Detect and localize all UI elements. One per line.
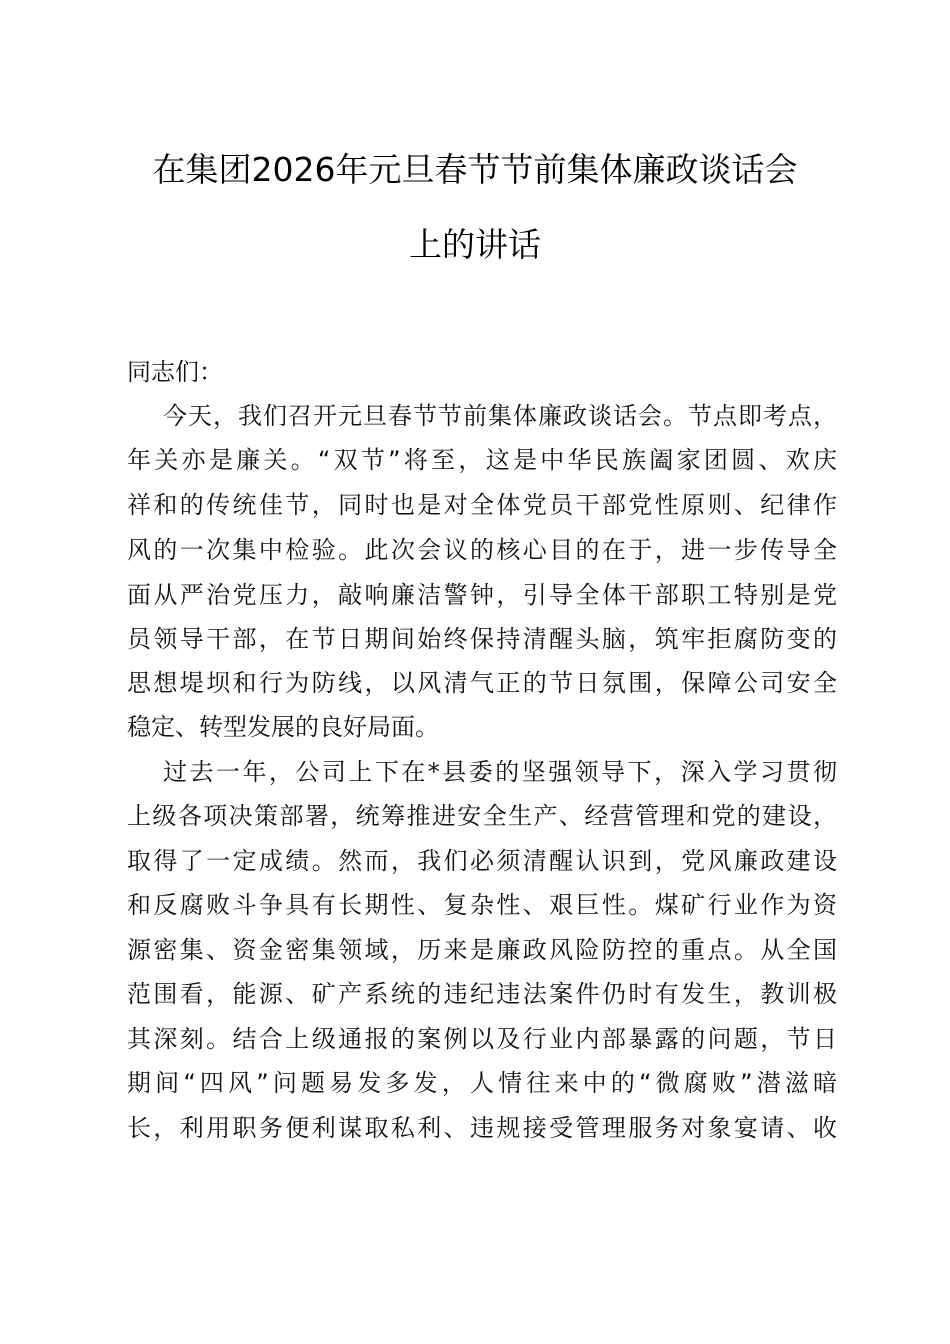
- paragraph-line: 期间“四风”问题易发多发，人情往来中的“微腐败”潜滋暗: [127, 1069, 837, 1097]
- paragraph-line: 范围看，能源、矿产系统的违纪违法案件仍时有发生，教训极: [127, 980, 837, 1008]
- paragraph-line: 过去一年，公司上下在*县委的坚强领导下，深入学习贯彻: [163, 758, 837, 786]
- document-title-line-2: 上的讲话: [409, 225, 541, 264]
- paragraph-line: 其深刻。结合上级通报的案例以及行业内部暴露的问题，节日: [127, 1025, 837, 1053]
- paragraph-line: 风的一次集中检验。此次会议的核心目的在于，进一步传导全: [127, 536, 837, 564]
- paragraph-line: 祥和的传统佳节，同时也是对全体党员干部党性原则、纪律作: [127, 491, 837, 519]
- paragraph-line: 取得了一定成绩。然而，我们必须清醒认识到，党风廉政建设: [127, 847, 837, 875]
- paragraph-line: 员领导干部，在节日期间始终保持清醒头脑，筑牢拒腐防变的: [127, 625, 837, 653]
- salutation: 同志们：: [127, 358, 223, 386]
- paragraph-line: 面从严治党压力，敲响廉洁警钟，引导全体干部职工特别是党: [127, 581, 837, 609]
- paragraph-line: 思想堤坝和行为防线，以风清气正的节日氛围，保障公司安全: [127, 669, 837, 697]
- paragraph-line: 长，利用职务便利谋取私利、违规接受管理服务对象宴请、收: [127, 1114, 837, 1142]
- paragraph-line: 今天，我们召开元旦春节节前集体廉政谈话会。节点即考点，: [163, 402, 837, 430]
- paragraph-line: 年关亦是廉关。“双节”将至，这是中华民族阖家团圆、欢庆: [127, 446, 837, 474]
- document-title-line-1: 在集团2026年元旦春节节前集体廉政谈话会: [152, 150, 798, 189]
- paragraph-line: 和反腐败斗争具有长期性、复杂性、艰巨性。煤矿行业作为资: [127, 891, 837, 919]
- paragraph-line: 源密集、资金密集领域，历来是廉政风险防控的重点。从全国: [127, 936, 837, 964]
- paragraph-line: 上级各项决策部署，统筹推进安全生产、经营管理和党的建设，: [127, 802, 837, 830]
- paragraph-line: 稳定、转型发展的良好局面。: [127, 713, 439, 741]
